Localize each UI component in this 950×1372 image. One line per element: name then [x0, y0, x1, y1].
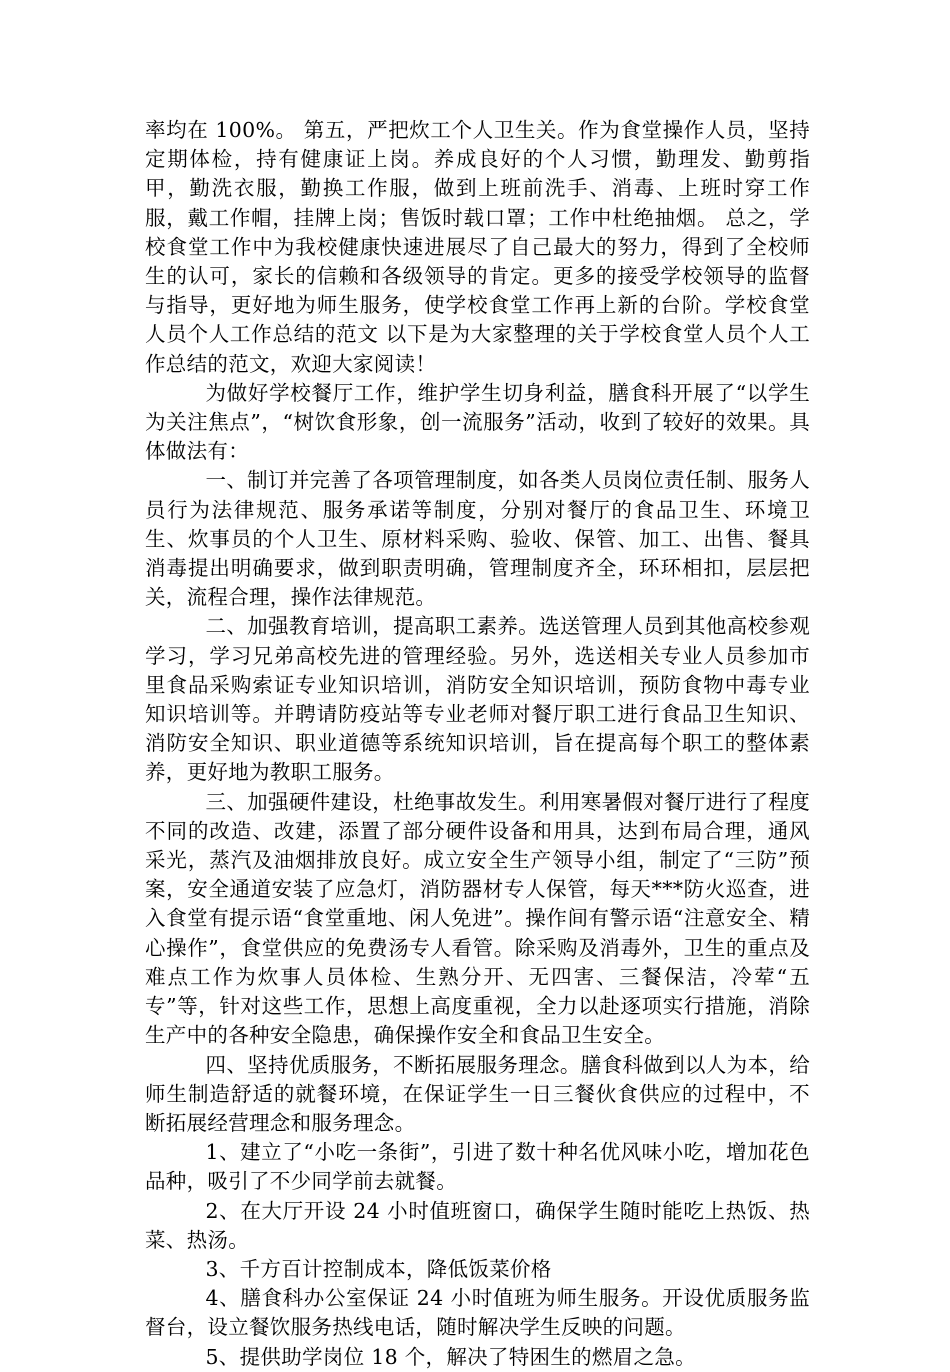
list-item-5: 5、提供助学岗位 18 个，解决了特困生的燃眉之急。 — [205, 1344, 696, 1369]
document-body — [145, 116, 810, 1372]
paragraph-section-1: 一、制订并完善了各项管理制度，如各类人员岗位责任制、服务人员行为法律规范、服务承诺等制度，分别对餐厅的食品卫生、环境卫生、炊事员的个人卫生、原材料采购、验收、保管、加工、出售、餐具消毒提出明确要求，做到职责明确，管理制度齐全，环环相扣，层层把关，流程合理，操作法律规范。 — [145, 468, 810, 610]
paragraph-section-4: 四、坚持优质服务，不断拓展服务理念。膳食科做到以人为本，给师生制造舒适的就餐环境，在保证学生一日三餐伙食供应的过程中，不断拓展经营理念和服务理念。 — [145, 1052, 810, 1135]
list-item-2: 2、在大厅开设 24 小时值班窗口，确保学生随时能吃上热饭、热菜、热汤。 — [145, 1198, 810, 1252]
paragraph-background: 为做好学校餐厅工作，维护学生切身利益，膳食科开展了“以学生为关注焦点”，“树饮食形象，创一流服务”活动，收到了较好的效果。具体做法有： — [145, 380, 810, 464]
list-item-3: 3、千方百计控制成本，降低饭菜价格 — [205, 1256, 552, 1281]
paragraph-section-2: 二、加强教育培训，提高职工素养。选送管理人员到其他高校参观学习，学习兄弟高校先进的管理经验。另外，选送相关专业人员参加市里食品采购索证专业知识培训，消防安全知识培训，预防食物中毒专业知识培训等。并聘请防疫站等专业老师对餐厅职工进行食品卫生知识、消防安全知识、职业道德等系统知识培训，旨在提高每个职工的整体素养，更好地为教职工服务。 — [145, 614, 810, 785]
paragraph-intro: 率均在 100%。 第五，严把炊工个人卫生关。作为食堂操作人员，坚持定期体检，持有健康证上岗。养成良好的个人习惯，勤理发、勤剪指甲，勤洗衣服，勤换工作服，做到上班前洗手、消毒、上班时穿工作服，戴工作帽，挂牌上岗；售饭时载口罩；工作中杜绝抽烟。 总之，学校食堂工作中为我校健康快速进展尽了自己最大的努力，得到了全校师生的认可，家长的信赖和各级领导的肯定。更多的接受学校领导的监督与指导，更好地为师生服务，使学校食堂工作再上新的台阶。学校食堂人员个人工作总结的范文 以下是为大家整理的关于学校食堂人员个人工作总结的范文，欢迎大家阅读！ — [145, 118, 810, 376]
paragraph-section-3: 三、加强硬件建设，杜绝事故发生。利用寒暑假对餐厅进行了程度不同的改造、改建，添置了部分硬件设备和用具，达到布局合理，通风采光，蒸汽及油烟排放良好。成立安全生产领导小组，制定了“三防”预案，安全通道安装了应急灯，消防器材专人保管，每天***防火巡查，进入食堂有提示语“食堂重地、闲人免进”。操作间有警示语“注意安全、精心操作”，食堂供应的免费汤专人看管。除采购及消毒外，卫生的重点及难点工作为炊事人员体检、生熟分开、无四害、三餐保洁，冷荤“五专”等，针对这些工作，思想上高度重视，全力以赴逐项实行措施，消除生产中的各种安全隐患，确保操作安全和食品卫生安全。 — [145, 789, 810, 1048]
list-item-1: 1、建立了“小吃一条街”，引进了数十种名优风味小吃，增加花色品种，吸引了不少同学前去就餐。 — [145, 1140, 810, 1194]
list-item-4: 4、膳食科办公室保证 24 小时值班为师生服务。开设优质服务监督台，设立餐饮服务热线电话，随时解决学生反映的问题。 — [145, 1286, 810, 1340]
